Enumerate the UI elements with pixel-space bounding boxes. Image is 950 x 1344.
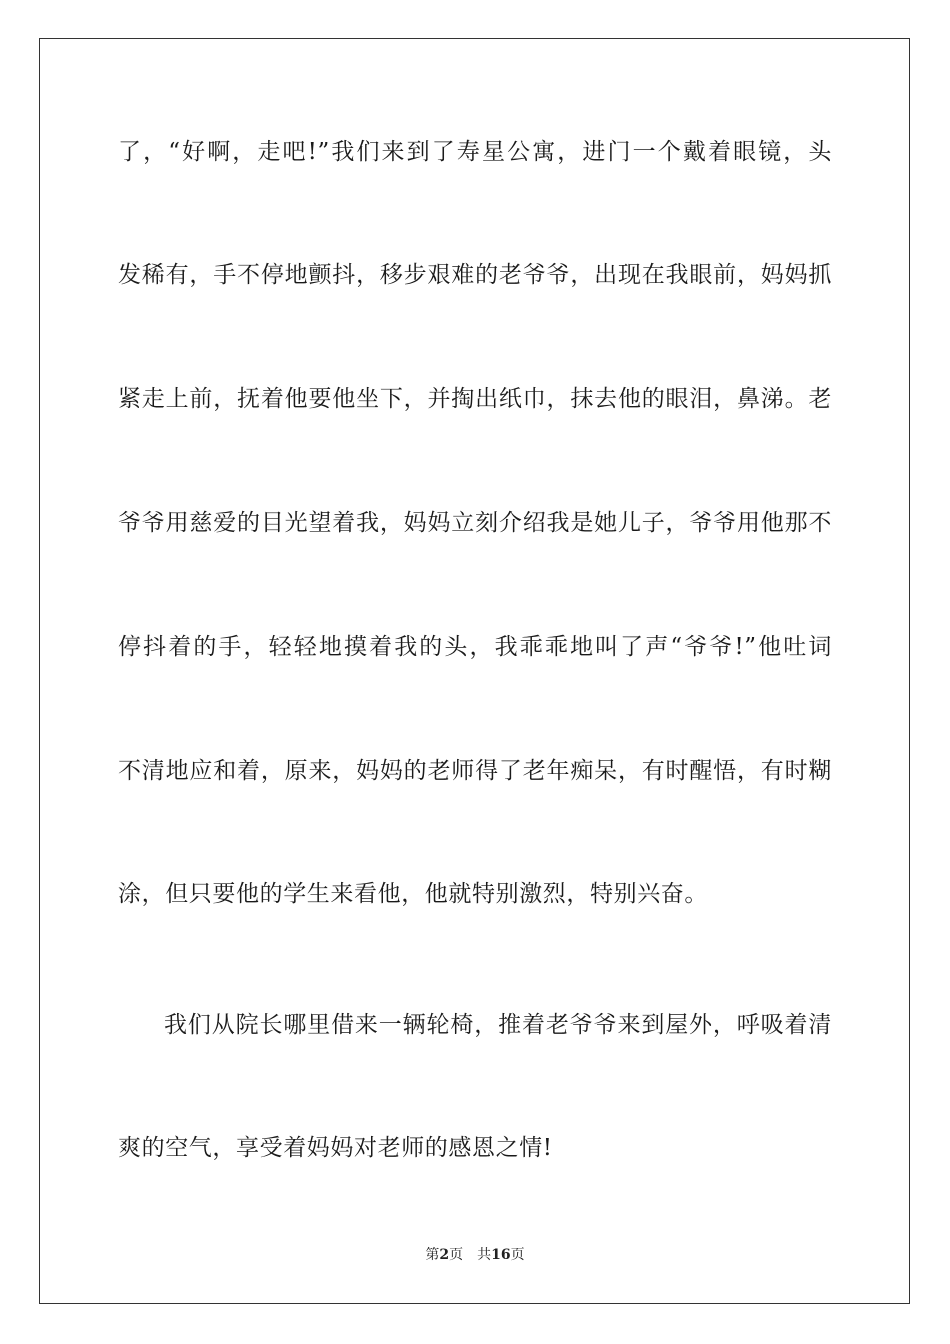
- paragraph-line-3: 紧走上前，抚着他要他坐下，并掏出纸巾，抹去他的眼泪，鼻涕。老: [118, 386, 832, 412]
- paragraph-line-9: 爽的空气，享受着妈妈对老师的感恩之情!: [118, 1135, 553, 1161]
- page-unit: 页: [449, 1247, 464, 1263]
- paragraph-line-7: 涂，但只要他的学生来看他，他就特别激烈，特别兴奋。: [118, 881, 708, 907]
- page-number: 2: [439, 1247, 450, 1263]
- paragraph-line-8: 我们从院长哪里借来一辆轮椅，推着老爷爷来到屋外，呼吸着清: [164, 1012, 832, 1038]
- paragraph-line-1: 了，“好啊，走吧!”我们来到了寿星公寓，进门一个戴着眼镜，头: [118, 139, 832, 165]
- page-footer: [0, 1246, 950, 1264]
- paragraph-line-6: 不清地应和着，原来，妈妈的老师得了老年痴呆，有时醒悟，有时糊: [118, 758, 832, 784]
- total-unit: 页: [510, 1247, 525, 1263]
- page-border: [39, 38, 910, 1304]
- total-prefix: 共: [477, 1247, 492, 1263]
- paragraph-line-4: 爷爷用慈爱的目光望着我，妈妈立刻介绍我是她儿子，爷爷用他那不: [118, 510, 832, 536]
- page-prefix: 第: [425, 1247, 440, 1263]
- total-pages: 16: [491, 1247, 511, 1263]
- paragraph-line-2: 发稀有，手不停地颤抖，移步艰难的老爷爷，出现在我眼前，妈妈抓: [118, 262, 832, 288]
- paragraph-line-5: 停抖着的手，轻轻地摸着我的头，我乖乖地叫了声“爷爷!”他吐词: [118, 634, 832, 660]
